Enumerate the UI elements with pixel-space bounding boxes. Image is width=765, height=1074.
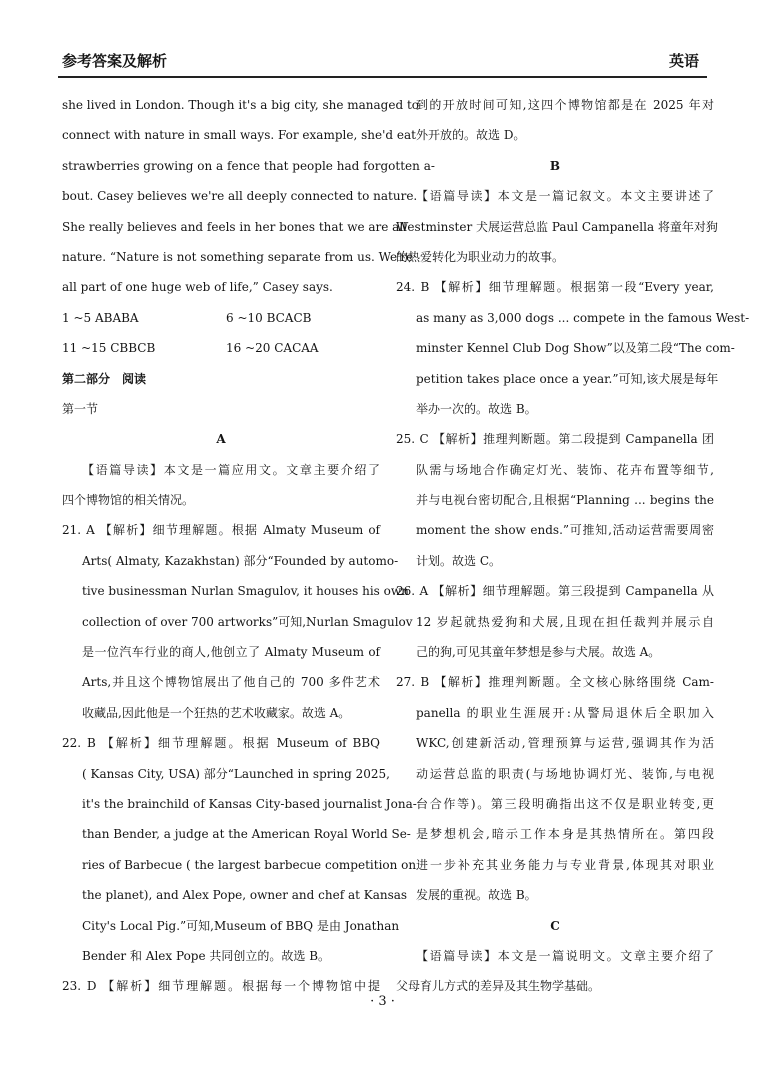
q25-line: 计划。故选 C。 — [416, 553, 501, 568]
guide-line: 【语篇导读】本文是一篇应用文。文章主要介绍了 — [82, 462, 380, 477]
q27-line: WKC,创建新活动,管理预算与运营,强调其作为活 — [416, 736, 714, 751]
part-title: 第二部分 阅读 — [62, 371, 147, 386]
passage-label: B — [549, 158, 561, 173]
q22-line: Bender 和 Alex Pope 共同创立的。故选 B。 — [82, 948, 331, 963]
q26-line: 26. A 【解析】细节理解题。第三段提到 Campanella 从 — [396, 584, 714, 599]
q24-line: petition takes place once a year.”可知,该犬展是每年 — [416, 371, 719, 386]
q21-line: 收藏品,因此他是一个狂热的艺术收藏家。故选 A。 — [82, 705, 351, 720]
right-column — [396, 90, 750, 1002]
q21-line: Arts( Almaty, Kazakhstan) 部分“Founded by automo- — [82, 553, 399, 568]
q27-line: 进一步补充其业务能力与专业背景,体现其对职业 — [416, 857, 714, 872]
section-title: 第一节 — [62, 401, 99, 416]
q25-line: 队需与场地合作确定灯光、装饰、花卉布置等细节, — [416, 462, 714, 477]
q22-line: City's Local Pig.”可知,Museum of BBQ 是由 Jonathan — [82, 918, 400, 933]
guide-line: Westminster 犬展运营总监 Paul Campanella 将童年对狗 — [396, 219, 718, 234]
q24-line: minster Kennel Club Dog Show”以及第二段“The com- — [416, 341, 735, 356]
guide-line: 父母育儿方式的差异及其生物学基础。 — [396, 979, 601, 994]
q22-line: it's the brainchild of Kansas City-based journalist Jona- — [82, 796, 417, 811]
header-rule — [58, 76, 707, 78]
q26-line: 己的狗,可见其童年梦想是参与犬展。故选 A。 — [416, 645, 661, 660]
passage-line: connect with nature in small ways. For example, she'd eat — [62, 128, 416, 143]
q23-line: 外开放的。故选 D。 — [416, 128, 526, 143]
q21-line: Arts,并且这个博物馆展出了他自己的 700 多件艺术 — [82, 675, 380, 690]
q26-line: 12 岁起就热爱狗和犬展,且现在担任裁判并展示自 — [416, 614, 714, 629]
passage-line: strawberries growing on a fence that people had forgotten a- — [62, 158, 435, 173]
q21-line: tive businessman Nurlan Smagulov, it houses his own — [82, 584, 409, 599]
page-number: · 3 · — [370, 994, 395, 1009]
left-column — [62, 90, 435, 1002]
guide-line: 的热爱转化为职业动力的故事。 — [396, 249, 565, 264]
q24-line: 举办一次的。故选 B。 — [416, 401, 537, 416]
answer-range: 6 ~10 BCACB — [226, 310, 312, 325]
q23-line: 23. D 【解析】细节理解题。根据每一个博物馆中提 — [62, 979, 380, 994]
q22-line: ries of Barbecue ( the largest barbecue competition on — [82, 857, 417, 872]
q27-line: 是梦想机会,暗示工作本身是其热情所在。第四段 — [416, 827, 714, 842]
q22-line: 22. B 【解析】细节理解题。根据 Museum of BBQ — [62, 736, 380, 751]
passage-line: bout. Casey believes we're all deeply connected to nature. — [62, 189, 418, 204]
header-title: 参考答案及解析 — [62, 52, 168, 70]
passage-line: she lived in London. Though it's a big city, she managed to — [62, 98, 419, 112]
q25-line: moment the show ends.”可推知,活动运营需要周密 — [416, 523, 714, 538]
q24-line: as many as 3,000 dogs ... compete in the famous West- — [416, 310, 750, 325]
answer-range: 11 ~15 CBBCB — [62, 341, 156, 356]
q27-line: 动运营总监的职责(与场地协调灯光、装饰,与电视 — [416, 766, 714, 781]
passage-line: She really believes and feels in her bones that we are all — [62, 219, 408, 234]
guide-line: 【语篇导读】本文是一篇记叙文。本文主要讲述了 — [416, 189, 714, 204]
q27-line: 27. B 【解析】推理判断题。全文核心脉络围绕 Cam- — [396, 675, 714, 690]
guide-line: 【语篇导读】本文是一篇说明文。文章主要介绍了 — [416, 948, 714, 963]
passage-line: all part of one huge web of life,” Casey says. — [62, 280, 333, 295]
passage-label: C — [550, 918, 560, 933]
q22-line: than Bender, a judge at the American Royal World Se- — [82, 827, 411, 842]
q25-line: 并与电视台密切配合,且根据“Planning ... begins the — [416, 493, 714, 508]
answer-range: 1 ~5 ABABA — [62, 310, 139, 325]
q27-line: 台合作等)。第三段明确指出这不仅是职业转变,更 — [416, 796, 714, 811]
q27-line: 发展的重视。故选 B。 — [416, 888, 537, 903]
answer-row — [62, 333, 380, 363]
header-subject: 英语 — [668, 52, 699, 70]
q22-line: the planet), and Alex Pope, owner and chef at Kansas — [82, 888, 408, 903]
passage-label: A — [216, 432, 226, 447]
q23-line: 到的开放时间可知,这四个博物馆都是在 2025 年对 — [416, 98, 714, 112]
q21-line: 是一位汽车行业的商人,他创立了 Almaty Museum of — [82, 645, 380, 660]
guide-line: 四个博物馆的相关情况。 — [62, 493, 195, 508]
q25-line: 25. C 【解析】推理判断题。第二段提到 Campanella 团 — [396, 432, 714, 447]
passage-line: nature. “Nature is not something separate from us. We're — [62, 249, 414, 264]
q22-line: ( Kansas City, USA) 部分“Launched in spring 2025, — [82, 766, 390, 781]
q21-line: 21. A 【解析】细节理解题。根据 Almaty Museum of — [62, 523, 380, 538]
q21-line: collection of over 700 artworks”可知,Nurlan Smagulov — [82, 614, 413, 629]
q24-line: 24. B 【解析】细节理解题。根据第一段“Every year, — [396, 280, 714, 295]
answer-row — [62, 303, 380, 333]
q27-line: panella 的职业生涯展开:从警局退休后全职加入 — [416, 705, 714, 720]
answer-range: 16 ~20 CACAA — [226, 341, 319, 356]
